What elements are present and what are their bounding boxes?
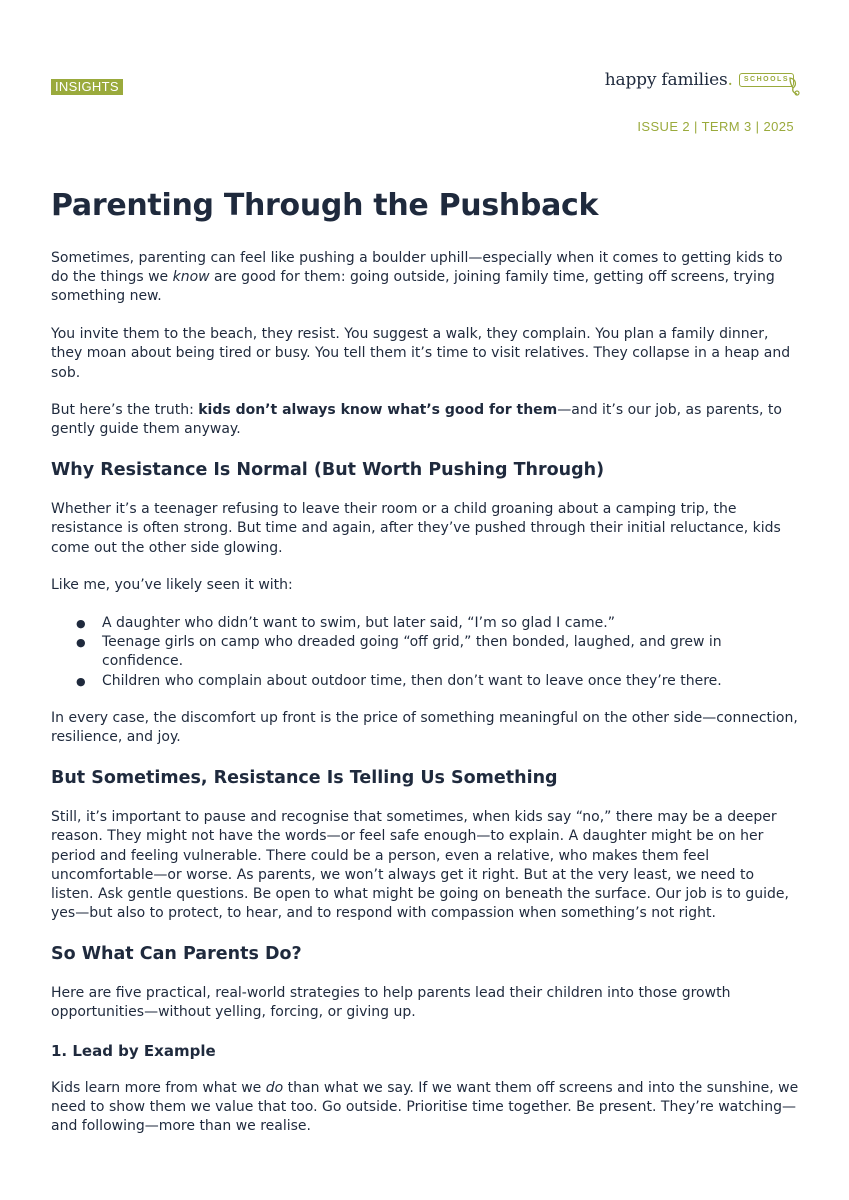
paragraph-pause: Still, it’s important to pause and recognise that sometimes, when kids say “no,” there may be a deeper reason. They might not have the words—or feel safe enough—to explain. A daughter might be on her period and feeling vulnerable. There could be a person, even a relative, who makes them feel uncomfortable—or worse. As parents, we won’t always get it right. But at the very least, we need to listen. Ask gentle questions. Be open to what might be going on beneath the surface. Our job is to guide, yes—but also to protect, to hear, and to respond with compassion when something’s not right. bbox=[51, 809, 789, 922]
logo-dot: . bbox=[727, 70, 733, 90]
intro-text-b: are good for them: going outside, joining family time, getting off screens, trying something new. bbox=[51, 269, 775, 305]
lead-text-b: than what we say. If we want them off screens and into the sunshine, we need to show them we value that too. Go outside. Prioritise time together. Be present. They’re watching—and following—more than we realise. bbox=[51, 1079, 799, 1135]
logo-schools-tag bbox=[739, 73, 794, 87]
truth-strong: kids don’t always know what’s good for them bbox=[198, 402, 558, 419]
intro-paragraph bbox=[51, 249, 799, 307]
list-item: ● Children who complain about outdoor time, then don’t want to leave once they’re there. bbox=[51, 672, 799, 691]
heading-lead-by-example: 1. Lead by Example bbox=[51, 1041, 216, 1060]
heading-resistance-telling: But Sometimes, Resistance Is Telling Us Something bbox=[51, 768, 558, 789]
issue-label: ISSUE 2 | TERM 3 | 2025 bbox=[637, 119, 794, 134]
article-body bbox=[51, 249, 799, 1155]
heading-resistance-normal: Why Resistance Is Normal (But Worth Pushing Through) bbox=[51, 460, 605, 481]
paragraph-truth bbox=[51, 401, 799, 439]
logo-wordmark: happy families bbox=[604, 70, 728, 90]
insights-badge: INSIGHTS bbox=[51, 79, 123, 95]
truth-text-a: But here’s the truth: bbox=[51, 402, 199, 419]
intro-emphasis: know bbox=[172, 269, 210, 286]
paragraph-lead bbox=[51, 1079, 799, 1137]
paragraph-like-me: Like me, you’ve likely seen it with: bbox=[51, 577, 293, 594]
paragraph-discomfort: In every case, the discomfort up front is the price of something meaningful on the other side—connection, resilience, and joy. bbox=[51, 710, 798, 746]
list-item: ● A daughter who didn’t want to swim, but later said, “I’m so glad I came.” bbox=[51, 614, 799, 633]
page-title: Parenting Through the Pushback bbox=[51, 188, 599, 223]
paragraph-beach: You invite them to the beach, they resist. You suggest a walk, they complain. You plan a family dinner, they moan about being tired or busy. You tell them it’s time to visit relatives. They collapse in a heap and sob. bbox=[51, 326, 791, 381]
examples-list bbox=[51, 614, 799, 691]
leaf-icon bbox=[787, 76, 801, 96]
list-item: ● Teenage girls on camp who dreaded going “off grid,” then bonded, laughed, and grew in confidence. bbox=[51, 633, 799, 671]
truth-text-b: —and it’s our job, as parents, to gently guide them anyway. bbox=[51, 402, 782, 438]
lead-emphasis: do bbox=[265, 1079, 284, 1096]
heading-what-parents-do: So What Can Parents Do? bbox=[51, 943, 302, 964]
paragraph-strategies: Here are five practical, real-world strategies to help parents lead their children into those growth opportunities—without yelling, forcing, or giving up. bbox=[51, 984, 731, 1021]
brand-logo bbox=[605, 70, 794, 90]
lead-text-a: Kids learn more from what we bbox=[51, 1079, 266, 1096]
paragraph-teenager: Whether it’s a teenager refusing to leave their room or a child groaning about a camping trip, the resistance is often strong. But time and again, after they’ve pushed through their initial reluctance, kids come out the other side glowing. bbox=[51, 501, 781, 556]
intro-text-a: Sometimes, parenting can feel like pushing a boulder uphill—especially when it comes to getting kids to do the things we bbox=[51, 250, 783, 286]
logo-tag-label: SCHOOLS bbox=[743, 76, 789, 83]
